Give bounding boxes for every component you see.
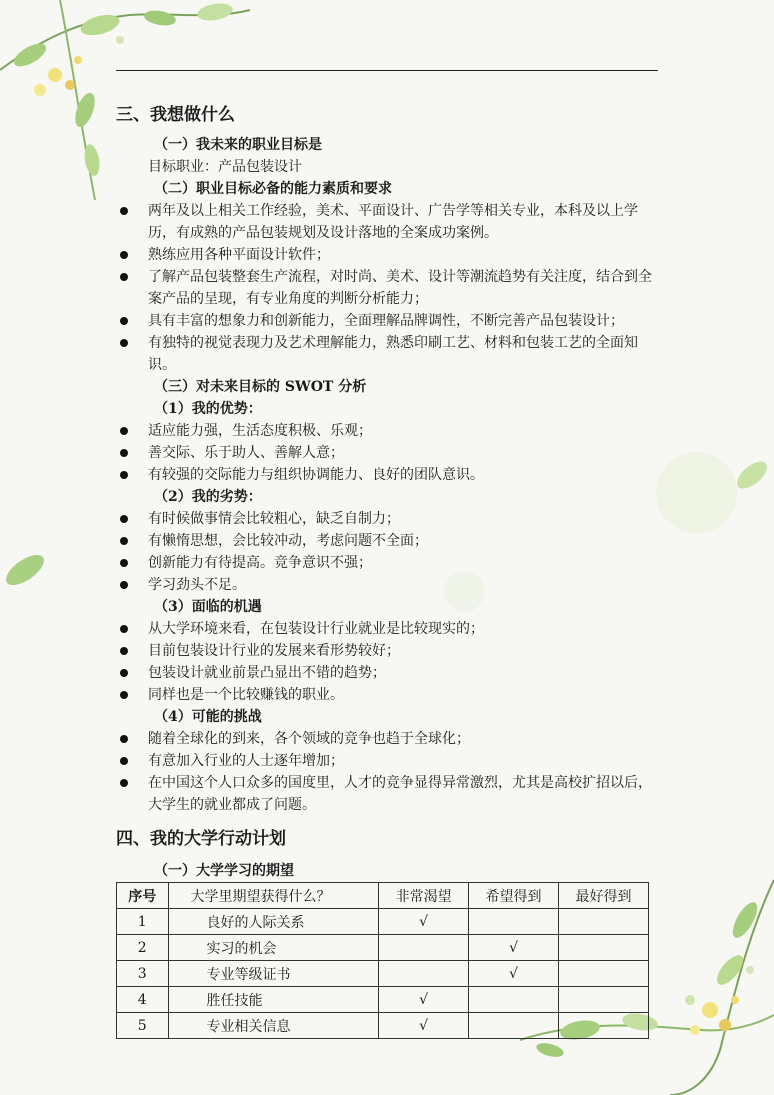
cell-no: 1 (117, 909, 169, 935)
threats-list (116, 728, 661, 816)
swot-heading: （三）对未来目标的 SWOT 分析 (154, 379, 367, 395)
cell-check (559, 961, 649, 987)
cell-check (469, 987, 559, 1013)
list-item: 在中国这个人口众多的国度里，人才的竞争显得异常激烈，尤其是高校扩招以后，大学生的就业都成了问题。 (116, 772, 661, 816)
cell-check (379, 935, 469, 961)
cell-item: 良好的人际关系 (168, 909, 379, 935)
cell-item: 实习的机会 (168, 935, 379, 961)
header-cell-nice-to-have: 最好得到 (559, 883, 649, 909)
cell-check: √ (469, 935, 559, 961)
cell-no: 2 (117, 935, 169, 961)
list-item: 熟练应用各种平面设计软件； (116, 244, 661, 266)
cell-check (559, 935, 649, 961)
cell-check: √ (379, 909, 469, 935)
table-row (117, 987, 649, 1013)
header-cell-no: 序号 (117, 883, 169, 909)
strengths-list (116, 420, 661, 486)
table-row (117, 961, 649, 987)
cell-item: 专业相关信息 (168, 1013, 379, 1039)
strengths-heading: （1）我的优势： (154, 401, 262, 417)
cell-item: 专业等级证书 (168, 961, 379, 987)
list-item: 创新能力有待提高。竞争意识不强； (116, 552, 661, 574)
header-cell-hope-to-get: 希望得到 (469, 883, 559, 909)
threats-heading: （4）可能的挑战 (154, 709, 262, 725)
requirements-heading: （二）职业目标必备的能力素质和要求 (154, 181, 392, 197)
career-goal-heading: （一）我未来的职业目标是 (154, 137, 322, 153)
cell-check (469, 1013, 559, 1039)
list-item: 有懒惰思想，会比较冲动，考虑问题不全面； (116, 530, 661, 552)
list-item: 包装设计就业前景凸显出不错的趋势； (116, 662, 661, 684)
weaknesses-list (116, 508, 661, 596)
list-item: 有意加入行业的人士逐年增加； (116, 750, 661, 772)
opportunities-heading: （3）面临的机遇 (154, 599, 262, 615)
list-item: 从大学环境来看，在包装设计行业就业是比较现实的； (116, 618, 661, 640)
list-item: 目前包装设计行业的发展来看形势较好； (116, 640, 661, 662)
list-item: 有时候做事情会比较粗心，缺乏自制力； (116, 508, 661, 530)
list-item: 善交际、乐于助人、善解人意； (116, 442, 661, 464)
expectations-heading: （一）大学学习的期望 (154, 863, 294, 879)
list-item: 两年及以上相关工作经验，美术、平面设计、广告学等相关专业，本科及以上学历，有成熟的产品包装规划及设计落地的全案成功案例。 (116, 200, 661, 244)
career-goal-text: 目标职业：产品包装设计 (148, 159, 302, 175)
list-item: 随着全球化的到来，各个领域的竞争也趋于全球化； (116, 728, 661, 750)
section-title-what-i-want: 三、我想做什么 (116, 105, 235, 125)
cell-no: 3 (117, 961, 169, 987)
table-row (117, 935, 649, 961)
list-item: 具有丰富的想象力和创新能力，全面理解品牌调性，不断完善产品包装设计； (116, 310, 661, 332)
list-item: 有较强的交际能力与组织协调能力、良好的团队意识。 (116, 464, 661, 486)
cell-check: √ (379, 987, 469, 1013)
cell-check: √ (469, 961, 559, 987)
header-rule (116, 70, 658, 71)
table-header-row (117, 883, 649, 909)
cell-check (559, 909, 649, 935)
header-cell-item: 大学里期望获得什么？ (168, 883, 379, 909)
requirements-list (116, 200, 661, 376)
cell-check (379, 961, 469, 987)
header-cell-strongly-desire: 非常渴望 (379, 883, 469, 909)
expectations-table (116, 882, 649, 1039)
cell-check (469, 909, 559, 935)
opportunities-list (116, 618, 661, 706)
weaknesses-heading: （2）我的劣势： (154, 489, 262, 505)
table-row (117, 1013, 649, 1039)
list-item: 同样也是一个比较赚钱的职业。 (116, 684, 661, 706)
list-item: 适应能力强，生活态度积极、乐观； (116, 420, 661, 442)
cell-no: 5 (117, 1013, 169, 1039)
section-title-action-plan: 四、我的大学行动计划 (116, 829, 286, 849)
list-item: 有独特的视觉表现力及艺术理解能力，熟悉印刷工艺、材料和包装工艺的全面知识。 (116, 332, 661, 376)
cell-no: 4 (117, 987, 169, 1013)
cell-check: √ (379, 1013, 469, 1039)
leaf-right-middle-decoration (730, 450, 774, 500)
cell-item: 胜任技能 (168, 987, 379, 1013)
cell-check (559, 987, 649, 1013)
document-body (116, 100, 661, 1039)
table-row (117, 909, 649, 935)
cell-check (559, 1013, 649, 1039)
leaf-left-middle-decoration (0, 540, 60, 600)
list-item: 了解产品包装整套生产流程，对时尚、美术、设计等潮流趋势有关注度，结合到全案产品的呈现，有专业角度的判断分析能力； (116, 266, 661, 310)
list-item: 学习劲头不足。 (116, 574, 661, 596)
